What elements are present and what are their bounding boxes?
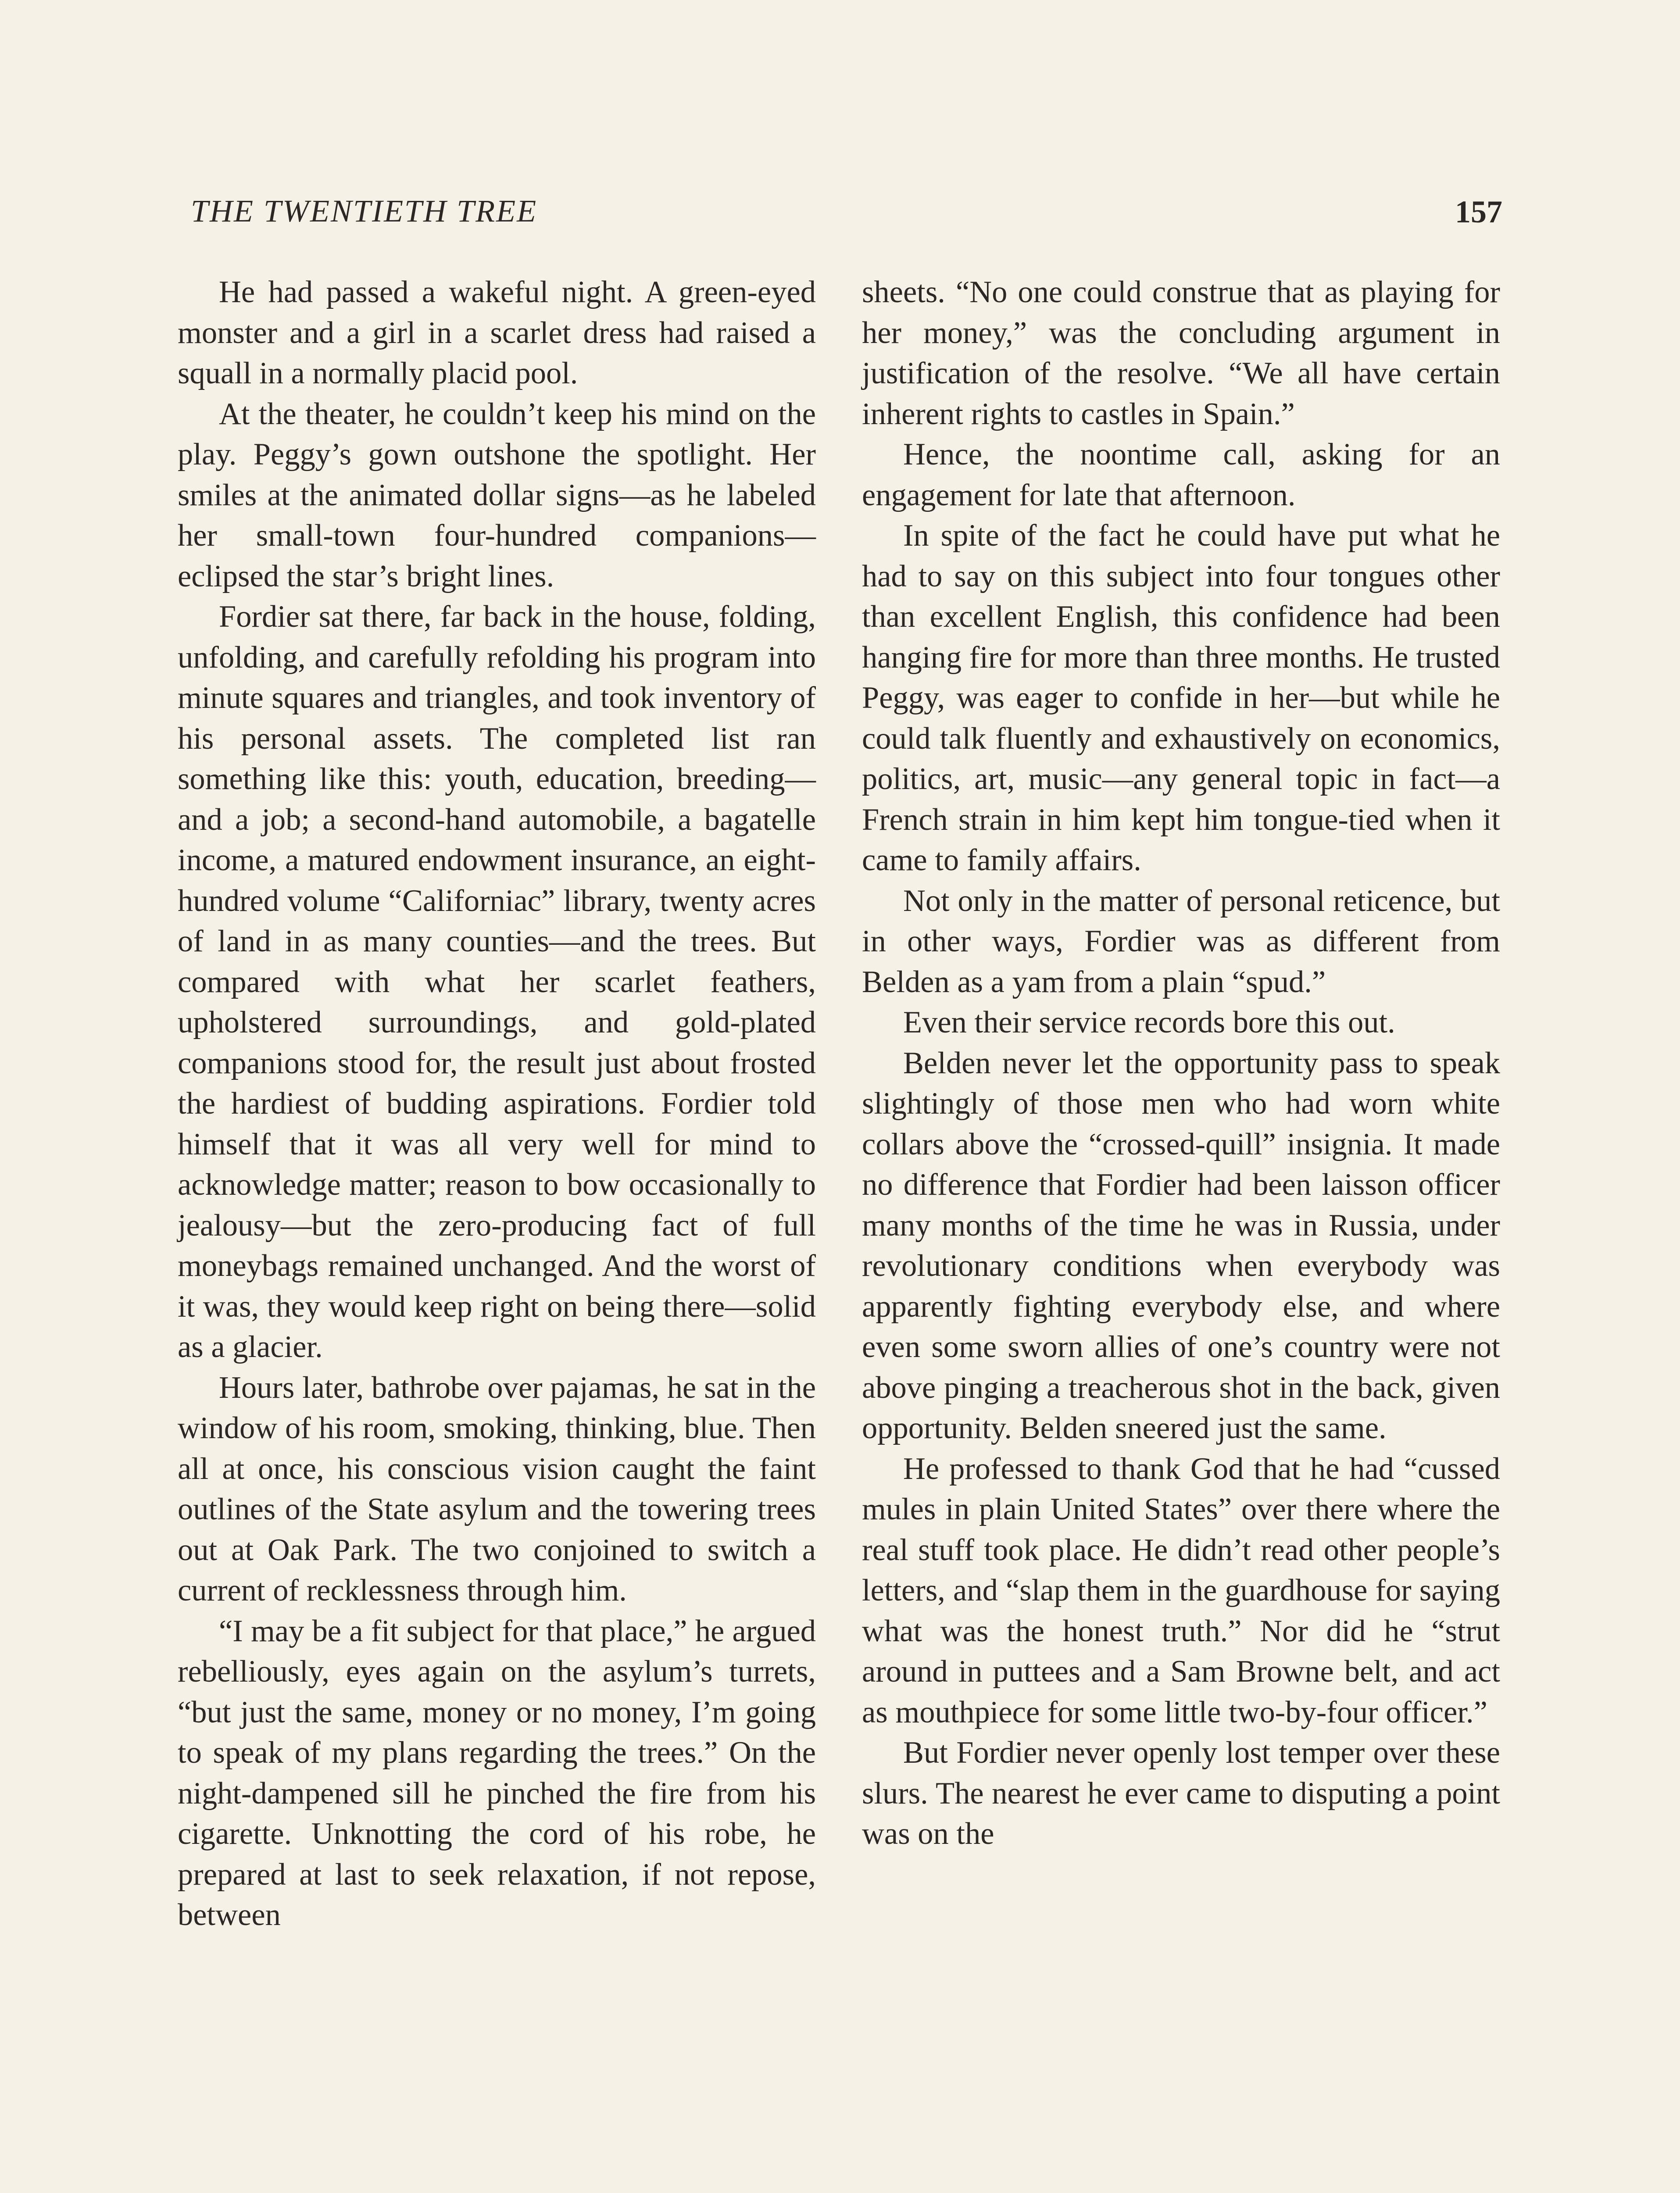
- right-column: [862, 272, 1500, 1854]
- paragraph: “I may be a fit subject for that place,” he argued rebelliously, eyes again on the asylum’s turrets, “but just the same, money or no money, I’m going to speak of my plans regarding the trees.” On the night-dampened sill he pinched the fire from his cigarette. Unknotting the cord of his robe, he prepared at last to seek relaxation, if not repose, between: [178, 1614, 816, 1932]
- running-title: THE TWENTIETH TREE: [191, 193, 538, 229]
- paragraph: Hence, the noontime call, asking for an engagement for late that afternoon.: [862, 437, 1500, 512]
- paragraph: In spite of the fact he could have put what he had to say on this subject into four tongues other than excellent English, this confidence had been hanging fire for more than three months. He trusted Peggy, was eager to confide in her—but while he could talk fluently and exhaustively on economics, politics, art, music—any general topic in fact—a French strain in him kept him tongue-tied when it came to family affairs.: [862, 518, 1500, 877]
- paragraph: But Fordier never openly lost temper over these slurs. The nearest he ever came to disputing a point was on the: [862, 1736, 1500, 1851]
- paragraph: Belden never let the opportunity pass to speak slightingly of those men who had worn white collars above the “crossed-quill” insignia. It made no difference that Fordier had been laisson officer many months of the time he was in Russia, under revolutionary conditions when everybody was apparently fighting everybody else, and where even some sworn allies of one’s country were not above pinging a treacherous shot in the back, given opportunity. Belden sneered just the same.: [862, 1046, 1500, 1445]
- page-header: [191, 193, 1502, 241]
- paragraph: At the theater, he couldn’t keep his mind on the play. Peggy’s gown outshone the spotlight. Her smiles at the animated dollar signs—as he labeled her small-town four-hundred companions—eclipsed the star’s bright lines.: [178, 396, 816, 593]
- left-column: [178, 272, 816, 1936]
- paragraph: He professed to thank God that he had “cussed mules in plain United States” over there where the real stuff took place. He didn’t read other people’s letters, and “slap them in the guardhouse for saying what was the honest truth.” Nor did he “strut around in puttees and a Sam Browne belt, and act as mouthpiece for some little two-by-four officer.”: [862, 1451, 1500, 1729]
- paragraph: Hours later, bathrobe over pajamas, he sat in the window of his room, smoking, thinking, blue. Then all at once, his conscious vision caught the faint outlines of the State asylum and the towering trees out at Oak Park. The two conjoined to switch a current of recklessness through him.: [178, 1370, 816, 1607]
- paragraph: Even their service records bore this out.: [903, 1005, 1395, 1039]
- paragraph: Fordier sat there, far back in the house, folding, unfolding, and carefully refolding his program into minute squares and triangles, and took inventory of his personal assets. The completed list ran something like this: youth, education, breeding—and a job; a second-hand automobile, a bagatelle income, a matured endowment insurance, an eight-hundred volume “Californiac” library, twenty acres of land in as many counties—and the trees. But compared with what her scarlet feathers, upholstered surroundings, and gold-plated companions stood for, the result just about frosted the hardiest of budding aspirations. Fordier told himself that it was all very well for mind to acknowledge matter; reason to bow occasionally to jealousy—but the zero-producing fact of full moneybags remained unchanged. And the worst of it was, they would keep right on being there—solid as a glacier.: [178, 600, 816, 1364]
- page-number: 157: [1455, 194, 1502, 229]
- paragraph: He had passed a wakeful night. A green-eyed monster and a girl in a scarlet dress had raised a squall in a normally placid pool.: [178, 275, 816, 390]
- paragraph: Not only in the matter of personal reticence, but in other ways, Fordier was as different from Belden as a yam from a plain “spud.”: [862, 883, 1500, 999]
- paragraph-continued: sheets. “No one could construe that as playing for her money,” was the concluding argument in justification of the resolve. “We all have certain inherent rights to castles in Spain.”: [862, 275, 1500, 431]
